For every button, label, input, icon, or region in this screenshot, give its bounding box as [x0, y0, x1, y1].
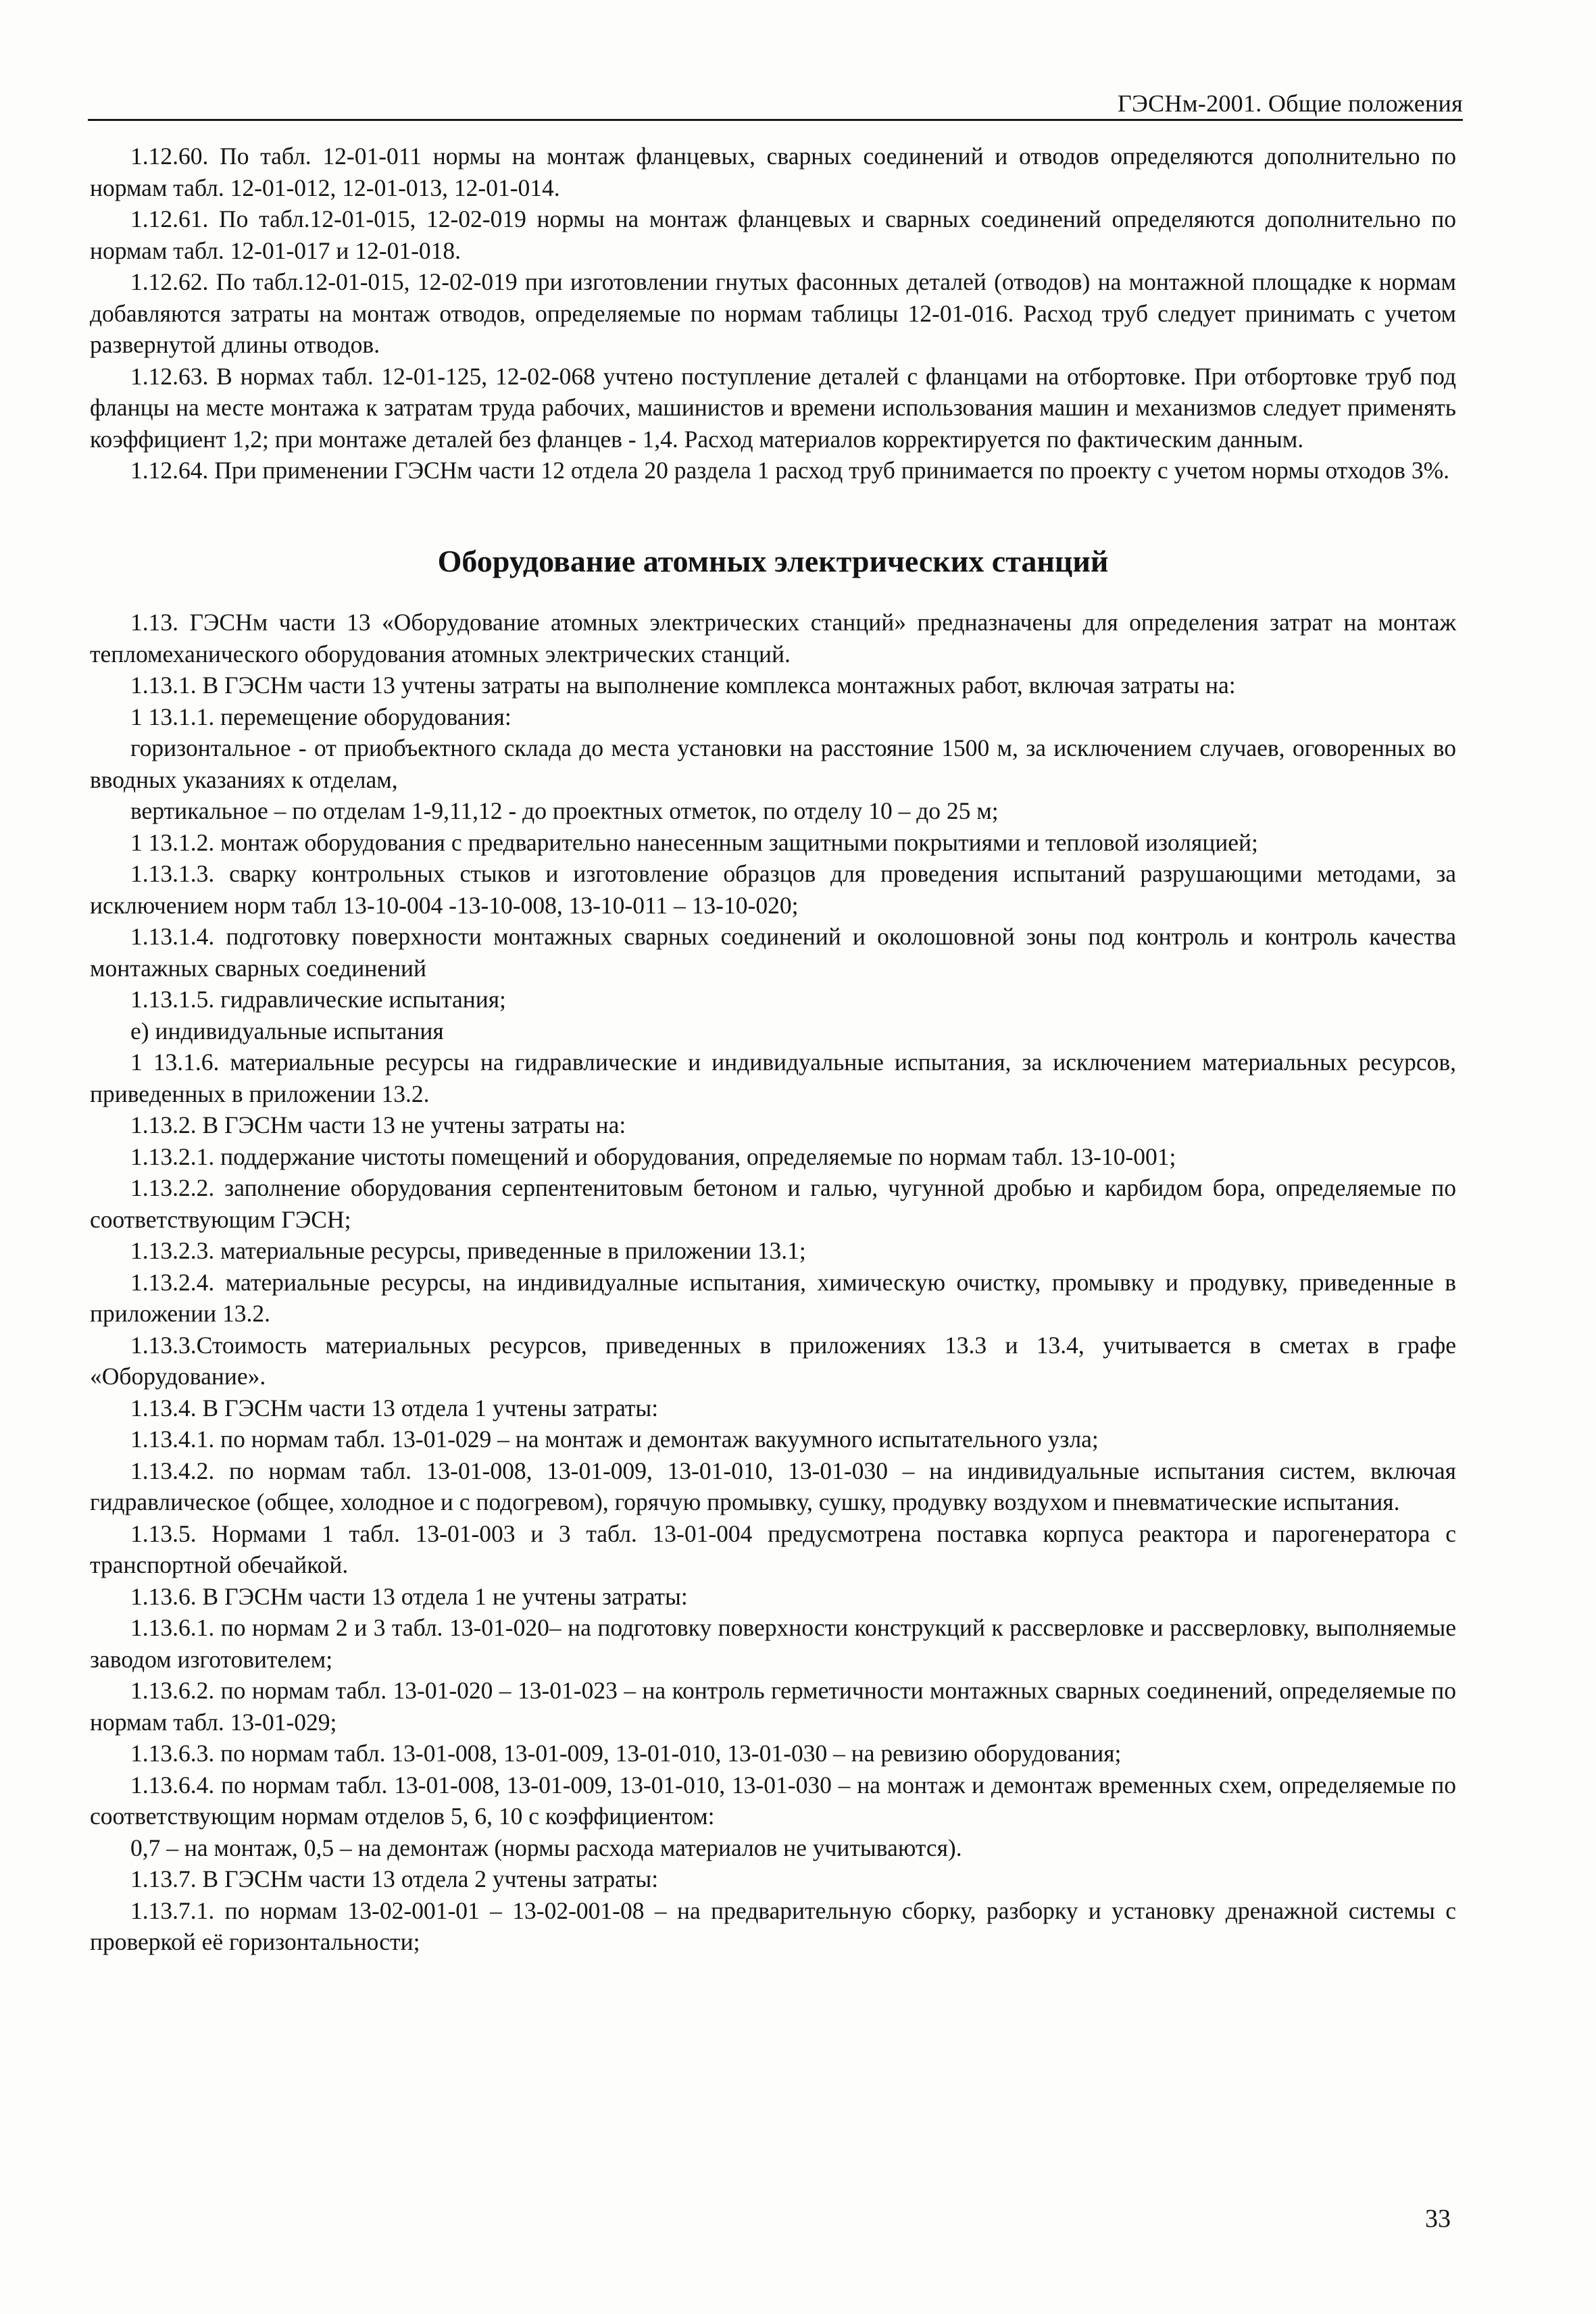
running-header: ГЭСНм-2001. Общие положения — [1117, 90, 1463, 117]
paragraph: 1.13.7. В ГЭСНм части 13 отдела 2 учтены затраты: — [130, 1865, 659, 1892]
paragraph: 1.13.6.4. по нормам табл. 13-01-008, 13-01-009, 13-01-010, 13-01-030 – на монтаж и демонтаж временных схем, определяемые по соответствующим нормам отделов 5, 6, 10 с коэффициентом: — [90, 1771, 1456, 1830]
page-number: 33 — [1425, 2205, 1451, 2233]
section-before — [90, 141, 1456, 486]
paragraph: 1.13.1.3. сварку контрольных стыков и изготовление образцов для проведения испытаний разрушающими методами, за исключением норм табл 13-10-004 -13-10-008, 13-10-011 – 13-10-020; — [90, 860, 1456, 919]
paragraph: 1 13.1.2. монтаж оборудования с предварительно нанесенным защитными покрытиями и тепловой изоляцией; — [130, 828, 1258, 856]
paragraph: 1.12.62. По табл.12-01-015, 12-02-019 при изготовлении гнутых фасонных деталей (отводов) на монтажной площадке к нормам добавляются затраты на монтаж отводов, определяемые по нормам таблицы 12-01-016. Расход труб следует принимать с учетом развернутой длины отводов. — [90, 268, 1456, 358]
paragraph: вертикальное – по отделам 1-9,11,12 - до проектных отметок, по отделу 10 – до 25 м; — [130, 797, 999, 824]
paragraph: 1.13.6.2. по нормам табл. 13-01-020 – 13-01-023 – на контроль герметичности монтажных сварных соединений, определяемые по нормам табл. 13-01-029; — [90, 1677, 1456, 1736]
paragraph: 1.13.3.Стоимость материальных ресурсов, приведенных в приложениях 13.3 и 13.4, учитывается в сметах в графе «Оборудование». — [90, 1331, 1456, 1390]
section-heading: Оборудование атомных электрических станций — [437, 543, 1109, 578]
paragraph: горизонтальное - от приобъектного склада до места установки на расстояние 1500 м, за исключением случаев, оговоренных во вводных указаниях к отделам, — [90, 734, 1456, 793]
paragraph: 1 13.1.6. материальные ресурсы на гидравлические и индивидуальные испытания, за исключением материальных ресурсов, приведенных в приложении 13.2. — [90, 1049, 1456, 1107]
paragraph: 1.13.6. В ГЭСНм части 13 отдела 1 не учтены затраты: — [130, 1582, 688, 1610]
paragraph: 1.12.61. По табл.12-01-015, 12-02-019 нормы на монтаж фланцевых и сварных соединений определяются дополнительно по нормам табл. 12-01-017 и 12-01-018. — [90, 205, 1456, 264]
paragraph: 1.13.1. В ГЭСНм части 13 учтены затраты на выполнение комплекса монтажных работ, включая затраты на: — [130, 672, 1236, 699]
paragraph: е) индивидуальные испытания — [130, 1017, 444, 1045]
paragraph: 1.13.5. Нормами 1 табл. 13-01-003 и 3 табл. 13-01-004 предусмотрена поставка корпуса реактора и парогенератора с транспортной обечайкой. — [90, 1519, 1456, 1578]
paragraph: 1.12.60. По табл. 12-01-011 нормы на монтаж фланцевых, сварных соединений и отводов определяются дополнительно по нормам табл. 12-01-012, 12-01-013, 12-01-014. — [90, 143, 1456, 201]
paragraph: 1.13.1.4. подготовку поверхности монтажных сварных соединений и околошовной зоны под контроль и контроль качества монтажных сварных соединений — [90, 923, 1456, 982]
paragraph: 1 13.1.1. перемещение оборудования: — [130, 703, 512, 730]
paragraph: 1.13.2.4. материальные ресурсы, на индивидуалные испытания, химическую очистку, промывку и продувку, приведенные в приложении 13.2. — [90, 1268, 1456, 1327]
paragraph: 0,7 – на монтаж, 0,5 – на демонтаж (нормы расхода материалов не учитываются). — [130, 1834, 962, 1861]
paragraph: 1.13.4.1. по нормам табл. 13-01-029 – на монтаж и демонтаж вакуумного испытательного узла; — [130, 1426, 1099, 1453]
section-main — [90, 607, 1456, 1958]
paragraph: 1.13.4. В ГЭСНм части 13 отдела 1 учтены затраты: — [130, 1394, 659, 1422]
paragraph: 1.13.4.2. по нормам табл. 13-01-008, 13-01-009, 13-01-010, 13-01-030 – на индивидуальные испытания систем, включая гидравлическое (общее, холодное и с подогревом), горячую промывку, сушку, продувку воздухом и пневматические испытания. — [90, 1457, 1456, 1515]
paragraph: 1.13.2.1. поддержание чистоты помещений и оборудования, определяемые по нормам табл. 13-10-001; — [130, 1142, 1176, 1170]
paragraph: 1.13.1.5. гидравлические испытания; — [130, 986, 506, 1013]
paragraph: 1.13.6.1. по нормам 2 и 3 табл. 13-01-020– на подготовку поверхности конструкций к рассверловке и рассверловку, выполняемые заводом изготовителем; — [90, 1614, 1456, 1673]
paragraph: 1.13.7.1. по нормам 13-02-001-01 – 13-02-001-08 – на предварительную сборку, разборку и установку дренажной системы с проверкой её горизонтальности; — [90, 1896, 1456, 1955]
paragraph: 1.13.2.2. заполнение оборудования серпентенитовым бетоном и галью, чугунной дробью и карбидом бора, определяемые по соответствующим ГЭСН; — [90, 1174, 1456, 1233]
document-body — [90, 141, 1456, 1958]
paragraph: 1.13.2. В ГЭСНм части 13 не учтены затраты на: — [130, 1111, 626, 1138]
paragraph: 1.13.6.3. по нормам табл. 13-01-008, 13-01-009, 13-01-010, 13-01-030 – на ревизию оборудования; — [130, 1740, 1122, 1767]
paragraph: 1.12.63. В нормах табл. 12-01-125, 12-02-068 учтено поступление деталей с фланцами на отбортовке. При отбортовке труб под фланцы на месте монтажа к затратам труда рабочих, машинистов и времени использования машин и механизмов следует применять коэффициент 1,2; при монтаже деталей без фланцев - 1,4. Расход материалов корректируется по фактическим данным. — [90, 362, 1456, 453]
paragraph: 1.12.64. При применении ГЭСНм части 12 отдела 20 раздела 1 расход труб принимается по проекту с учетом нормы отходов 3%. — [130, 457, 1450, 484]
header-rule — [88, 119, 1463, 121]
paragraph: 1.13. ГЭСНм части 13 «Оборудование атомных электрических станций» предназначены для определения затрат на монтаж тепломеханического оборудования атомных электрических станций. — [90, 609, 1456, 668]
paragraph: 1.13.2.3. материальные ресурсы, приведенные в приложении 13.1; — [130, 1237, 806, 1264]
